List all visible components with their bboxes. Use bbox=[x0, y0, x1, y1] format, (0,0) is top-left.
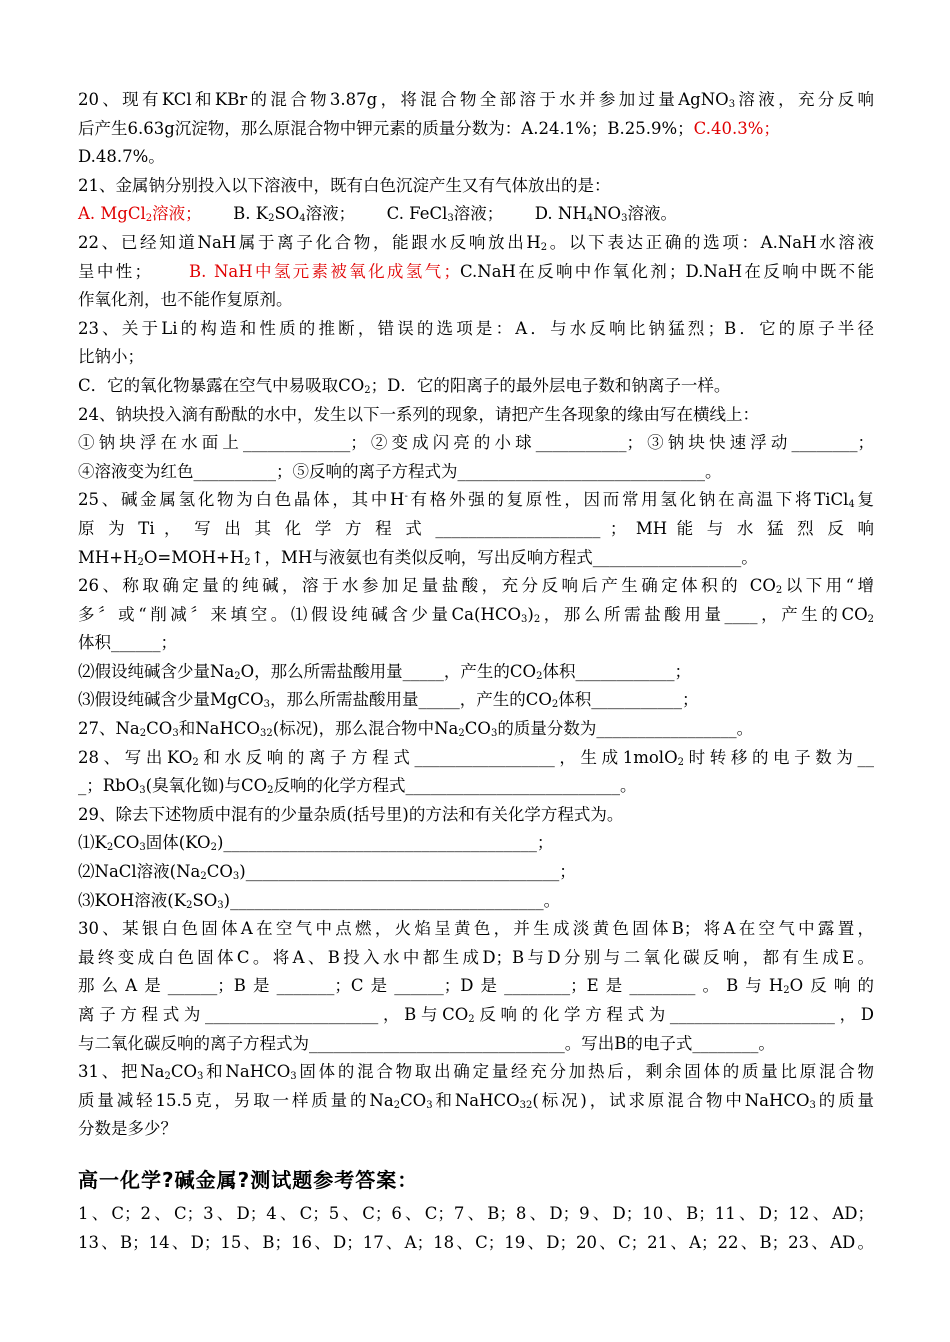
q23-line-3: C．它的氧化物暴露在空气中易吸取$CO_2$；D．它的阳离子的最外层电子数和钠离子一样。 bbox=[78, 375, 731, 396]
q20-highlighted-answer: C.40.3%； bbox=[693, 118, 780, 138]
q20-line-2: 后产生6.63g沉淀物，那么原混合物中钾元素的质量分数为：A.24.1%；B.25.9%；C.40.3%； bbox=[78, 118, 780, 138]
q21-option-a: A. MgCl$_2$溶液； bbox=[78, 204, 202, 225]
q30-line-4: 离子方程式为_____________________，B与$CO_2$反响的化学方程式为____________________，D bbox=[78, 1005, 874, 1025]
q25-line-2: 原 为 Ti ， 写 出 其 化 学 方 程 式 ____________________ ； MH 能 与 水 猛 烈 反 响 bbox=[78, 518, 874, 538]
q26-line-1: 26、称取确定量的纯碱，溶于水参加足量盐酸，充分反响后产生确定体积的 $CO_2$以下用“增 bbox=[78, 576, 874, 597]
answer-key-line-2: 13、B；14、D；15、B；16、D；17、A；18、C；19、D；20、C；21、A；22、B；23、AD。 bbox=[78, 1232, 874, 1252]
q24-line-3: ④溶液变为红色__________；⑤反响的离子方程式为______________________________。 bbox=[78, 461, 722, 481]
q30-line-3: 那么A是______；B是_______；C是______；D是________；E是________。B与$H_2O$反响的 bbox=[78, 976, 874, 997]
q29-line-1: 29、除去下述物质中混有的少量杂质(括号里)的方法和有关化学方程式为。 bbox=[78, 804, 624, 824]
q31-line-3: 分数是多少？ bbox=[78, 1119, 177, 1139]
q21-option-c: C. FeCl$_3$溶液； bbox=[386, 204, 504, 225]
q22-line-2: 呈中性； B. NaH中氢元素被氧化成氢气；C.NaH在反响中作氧化剂；D.NaH在反响中既不能 bbox=[78, 261, 875, 281]
q22-line-1: 22、已经知道NaH属于离子化合物，能跟水反响放出$H_2$。以下表达正确的选项：A.NaH水溶液 bbox=[78, 232, 874, 253]
q21-options bbox=[78, 200, 874, 229]
q25-line-1: 25、碱金属氢化物为白色晶体，其中H-有格外强的复原性，因而常用氢化钠在高温下将TiCl$_4$复 bbox=[78, 490, 875, 511]
q21-line-1: 21、金属钠分别投入以下溶液中，既有白色沉淀产生又有气体放出的是： bbox=[78, 175, 611, 195]
answers-heading: 高一化学?碱金属?测试题参考答案： bbox=[78, 1167, 419, 1192]
q26-line-3: 体积______； bbox=[78, 633, 177, 653]
q30-line-2: 最终变成白色固体C。将A、B投入水中都生成D；B与D分别与二氧化碳反响，都有生成E。 bbox=[78, 947, 874, 967]
q28-line-1: 28、写出$KO_2$和水反响的离子方程式_________________，生成1molO$_2$时转移的电子数为__ bbox=[78, 747, 875, 768]
q25-line-3: $MH+H_2O=MOH+H_2↑$，MH与液氨也有类似反响，写出反响方程式__________________。 bbox=[78, 547, 758, 568]
q26-line-2: 多〞或“削减〞来填空。⑴假设纯碱含少量$Ca(HCO_3)_2$，那么所需盐酸用量____，产生的$CO_2$ bbox=[78, 604, 874, 625]
q31-line-1: 31、把$Na_2CO_3$和NaHCO$_3$固体的混合物取出确定量经充分加热后，剩余固体的质量比原混合物 bbox=[78, 1062, 874, 1083]
document-page bbox=[78, 86, 874, 1257]
q29-line-2: $⑴K_2CO_3$固体$(KO_2)\_\_\_\_\_\_\_\_\_\_\_\_\_\_\_\_\_\_\_\_\_\_\_\_\_\_\_\_\_\_\_\_\_\_\_\_\_\_$； bbox=[78, 833, 554, 854]
answer-key bbox=[78, 1200, 874, 1257]
q29-line-3: ⑵NaCl溶液$(Na_2CO_3)\_\_\_\_\_\_\_\_\_\_\_\_\_\_\_\_\_\_\_\_\_\_\_\_\_\_\_\_\_\_\_\_\_\_\_\_\_\_$； bbox=[78, 862, 576, 883]
q28-line-2: _；RbO$_3$(臭氧化铷)与$CO_2$反响的化学方程式__________________________。 bbox=[78, 776, 637, 797]
q20-line-1: 20、现有KCl和KBr的混合物3.87g，将混合物全部溶于水并参加过量AgNO$_3$溶液，充分反响 bbox=[78, 90, 874, 110]
q30-line-1: 30、某银白色固体A在空气中点燃，火焰呈黄色，并生成淡黄色固体B；将A在空气中露置， bbox=[78, 919, 874, 939]
q24-line-2: ①钠块浮在水面上_____________；②变成闪亮的小球___________；③钠块快速浮动________； bbox=[78, 433, 874, 453]
q26-line-5: ⑶假设纯碱含少量MgCO$_3$，那么所需盐酸用量_____，产生的$CO_2$体积___________； bbox=[78, 690, 699, 711]
q30-line-5: 与二氧化碳反响的离子方程式为_______________________________。写出B的电子式________。 bbox=[78, 1033, 775, 1053]
q29-line-4: ⑶KOH溶液$(K_2SO_3)\_\_\_\_\_\_\_\_\_\_\_\_\_\_\_\_\_\_\_\_\_\_\_\_\_\_\_\_\_\_\_\_\_\_\_\_\_\_$。 bbox=[78, 890, 561, 911]
q22-highlighted-answer: B. NaH中氢元素被氧化成氢气； bbox=[189, 261, 460, 281]
q21-option-b: B. $K_2SO_4$溶液； bbox=[233, 204, 356, 225]
q26-line-4: ⑵假设纯碱含少量$Na_2O$，那么所需盐酸用量_____，产生的$CO_2$体积____________； bbox=[78, 661, 691, 682]
q23-line-1: 23、关于Li的构造和性质的推断，错误的选项是：A．与水反响比钠猛烈；B．它的原子半径 bbox=[78, 318, 874, 338]
q27-line-1: 27、$Na_2CO_3$和NaHCO$_{32}$(标况)，那么混合物中$Na_2CO_3$的质量分数为_________________。 bbox=[78, 719, 754, 740]
q21-option-d: D. $NH_4NO_3$溶液。 bbox=[534, 204, 677, 225]
q22-line-3: 作氧化剂，也不能作复原剂。 bbox=[78, 290, 293, 310]
q23-line-2: 比钠小； bbox=[78, 347, 144, 367]
q20-line-3: D.48.7%。 bbox=[78, 147, 165, 167]
answer-key-line-1: 1、C；2、C；3、D；4、C；5、C；6、C；7、B；8、D；9、D；10、B；11、D；12、AD； bbox=[78, 1203, 874, 1223]
q24-line-1: 24、钠块投入滴有酚酞的水中，发生以下一系列的现象，请把产生各现象的缘由写在横线上： bbox=[78, 404, 759, 424]
q31-line-2: 质量减轻15.5克，另取一样质量的$Na_2CO_3$和NaHCO$_{32}$(标况)，试求原混合物中NaHCO$_3$的质量 bbox=[78, 1090, 874, 1111]
